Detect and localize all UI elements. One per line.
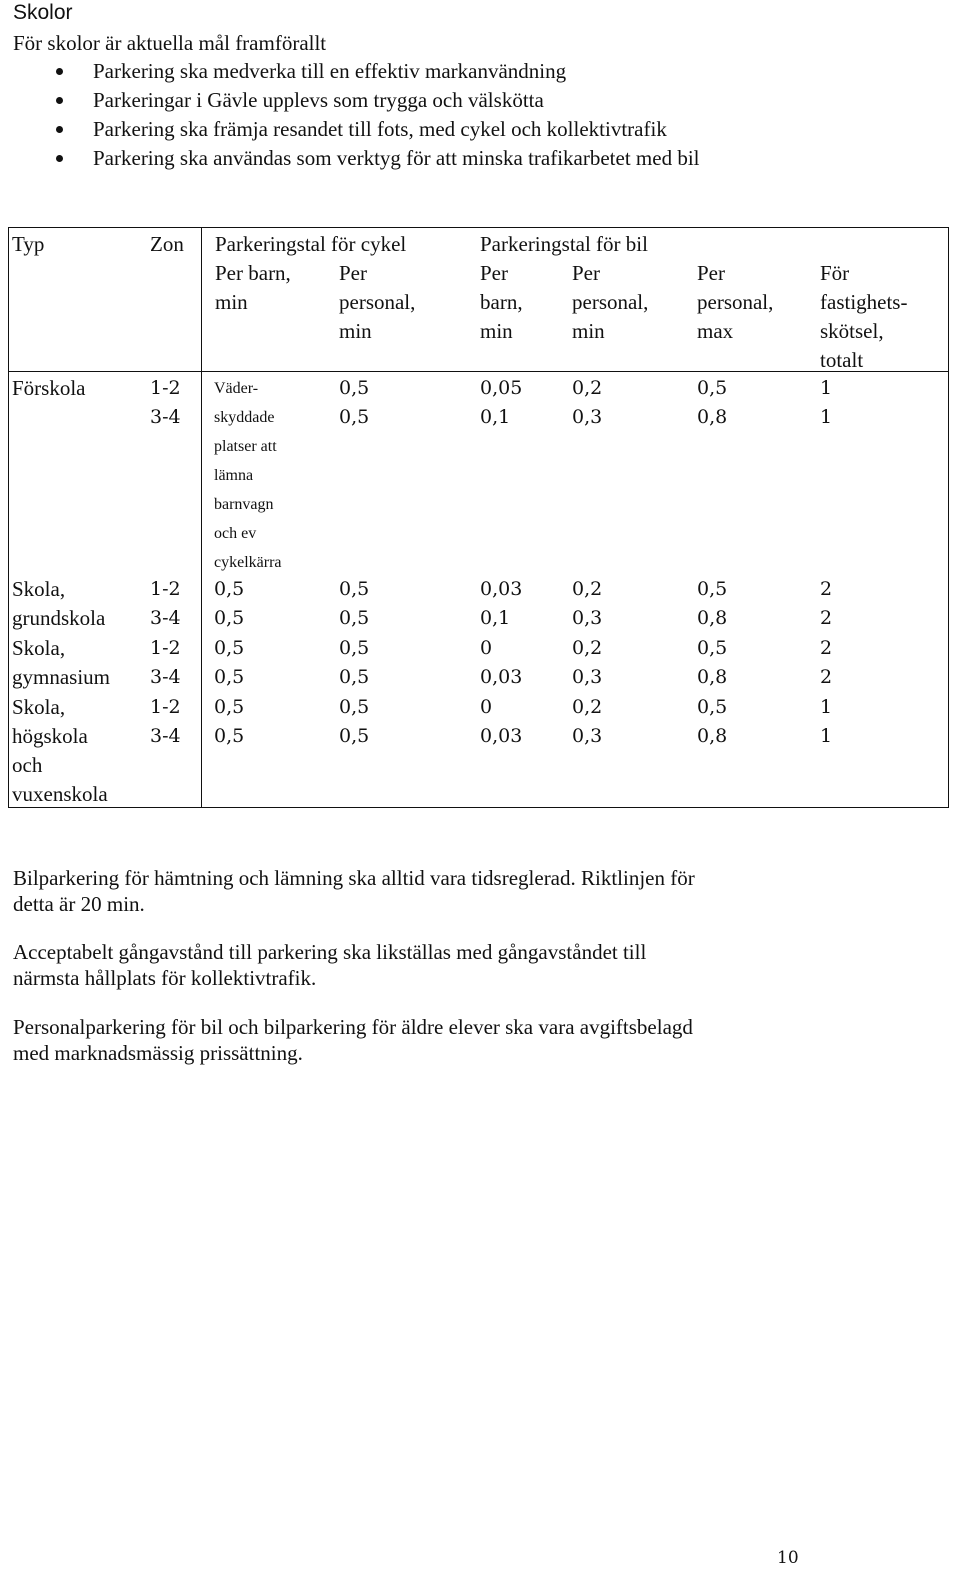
bullet-icon [56,97,63,104]
header-zon: Zon [150,232,184,256]
value-cell: 0,2 [572,637,603,659]
value-cell: 0,5 [214,696,245,718]
value-cell: 0,8 [697,666,728,688]
zon-cell: 1-2 [150,578,181,600]
value-cell: 0,5 [339,377,370,399]
value-cell: 1 [820,377,833,399]
goal-item: Parkeringar i Gävle upplevs som trygga och välskötta [0,86,700,115]
value-cell: 2 [820,637,833,659]
header-bil: Parkeringstal för bil [480,232,648,256]
subheader-bil-personal-max: Per personal, max [697,261,774,343]
value-cell: 0,5 [214,666,245,688]
value-cell: 0,2 [572,377,603,399]
value-cell: 0,3 [572,607,603,629]
value-cell: 0,5 [339,607,370,629]
subheader-bil-personal-min: Per personal, min [572,261,649,343]
value-cell: 1 [820,406,833,428]
zon-cell: 1-2 [150,696,181,718]
value-cell: 1 [820,725,833,747]
value-cell: 0,3 [572,406,603,428]
value-cell: 0 [480,637,493,659]
paragraph-pickup: Bilparkering för hämtning och lämning ska alltid vara tidsreglerad. Riktlinjen för detta är 20 min. [13,866,695,916]
zon-cell: 3-4 [150,725,181,747]
value-cell: 0,2 [572,696,603,718]
value-cell: 0,5 [214,578,245,600]
parking-ratio-table [8,227,949,808]
zon-cell: 1-2 [150,637,181,659]
value-cell: 0,1 [480,607,511,629]
value-cell: 0,3 [572,725,603,747]
value-cell: 0,3 [572,666,603,688]
value-cell: 0,5 [214,725,245,747]
value-cell: 0,03 [480,666,523,688]
value-cell: 0,5 [697,578,728,600]
value-cell: 0,1 [480,406,511,428]
section-heading: Skolor [13,1,73,24]
value-cell: 0,8 [697,406,728,428]
intro-text: För skolor är aktuella mål framförallt [13,31,327,55]
goals-list [0,57,700,173]
zon-cell: 1-2 [150,377,181,399]
value-cell: 0,5 [339,696,370,718]
value-cell: 0,8 [697,607,728,629]
value-cell: 0,05 [480,377,523,399]
row-type-gymnasium: Skola, gymnasium [12,636,110,689]
value-cell: 0,5 [339,666,370,688]
header-divider [9,371,948,372]
value-cell: 2 [820,607,833,629]
value-cell: 0,5 [214,607,245,629]
forskola-cykel-note: Väder- skyddade platser att lämna barnvagn och ev cykelkärra [214,380,282,571]
goal-item: Parkering ska medverka till en effektiv markanvändning [0,57,700,86]
value-cell: 0,2 [572,578,603,600]
subheader-cykel-personal: Per personal, min [339,261,416,343]
subheader-bil-barn: Per barn, min [480,261,523,343]
value-cell: 0,5 [339,406,370,428]
value-cell: 0,5 [214,637,245,659]
header-typ: Typ [12,232,45,256]
value-cell: 0,8 [697,725,728,747]
value-cell: 0,03 [480,578,523,600]
goal-item: Parkering ska användas som verktyg för att minska trafikarbetet med bil [0,144,700,173]
row-type-hogskola: Skola, högskola och vuxenskola [12,695,108,806]
column-divider [201,228,202,807]
page-number: 10 [777,1548,799,1568]
paragraph-staff-parking: Personalparkering för bil och bilparkering för äldre elever ska vara avgiftsbelagd med marknadsmässig prissättning. [13,1015,693,1065]
zon-cell: 3-4 [150,406,181,428]
value-cell: 0,5 [339,578,370,600]
goal-item: Parkering ska främja resandet till fots, med cykel och kollektivtrafik [0,115,700,144]
header-cykel: Parkeringstal för cykel [215,232,407,256]
row-type-forskola: Förskola [12,376,86,400]
value-cell: 2 [820,666,833,688]
subheader-fastighetsskotsel: För fastighets- skötsel, totalt [820,261,908,372]
zon-cell: 3-4 [150,666,181,688]
subheader-cykel-barn: Per barn, min [215,261,291,314]
value-cell: 1 [820,696,833,718]
value-cell: 0 [480,696,493,718]
zon-cell: 3-4 [150,607,181,629]
value-cell: 0,5 [339,725,370,747]
bullet-icon [56,126,63,133]
value-cell: 0,5 [339,637,370,659]
bullet-icon [56,68,63,75]
value-cell: 2 [820,578,833,600]
value-cell: 0,5 [697,377,728,399]
value-cell: 0,5 [697,696,728,718]
paragraph-walking-distance: Acceptabelt gångavstånd till parkering ska likställas med gångavståndet till närmsta hållplats för kollektivtrafik. [13,940,647,990]
value-cell: 0,03 [480,725,523,747]
row-type-grundskola: Skola, grundskola [12,577,106,630]
value-cell: 0,5 [697,637,728,659]
bullet-icon [56,155,63,162]
